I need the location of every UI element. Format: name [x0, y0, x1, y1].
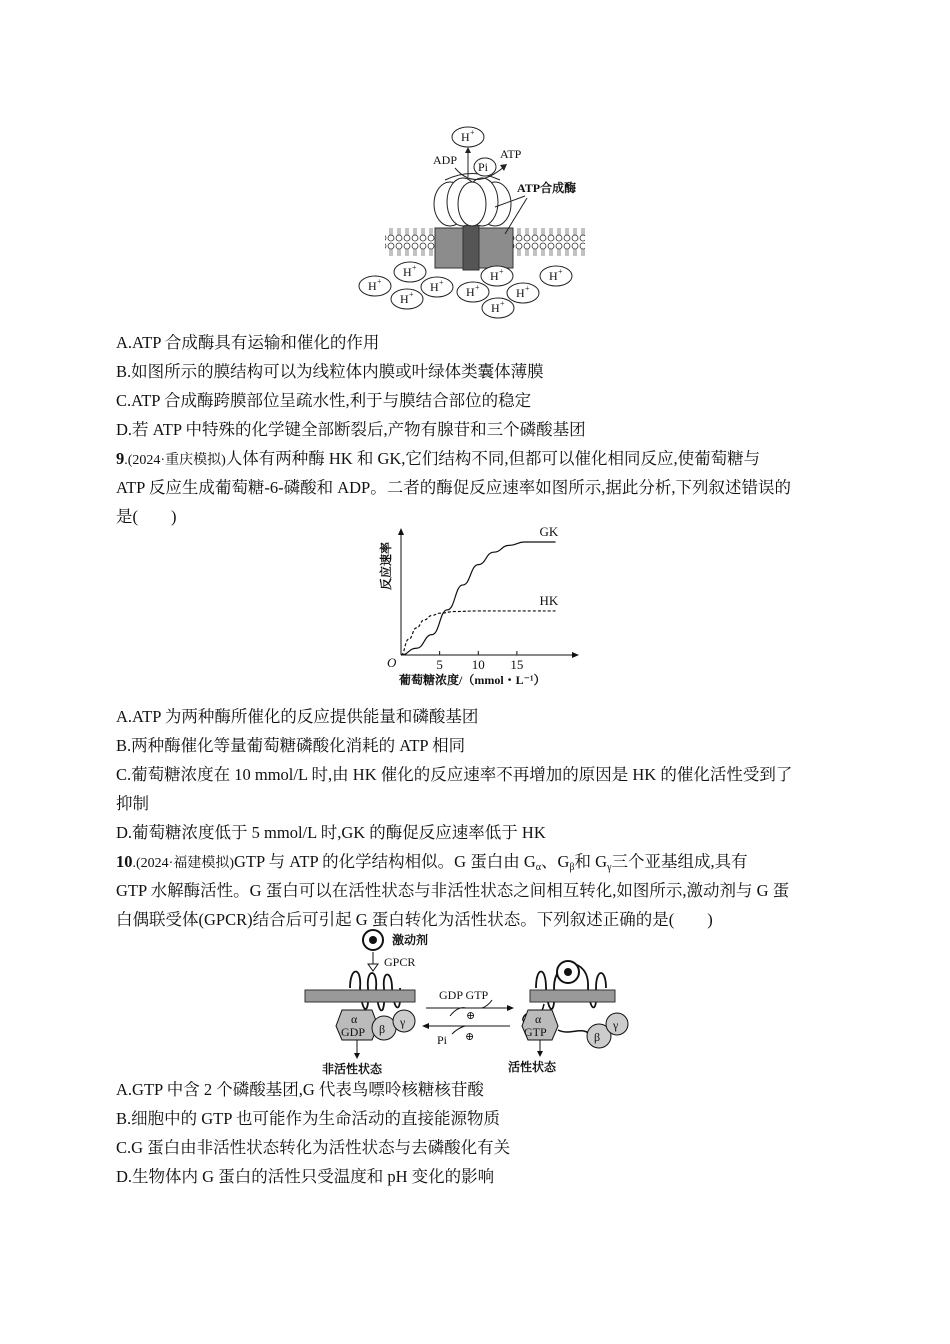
q10-stem-line2: GTP 水解酶活性。G 蛋白可以在活性状态与非活性状态之间相互转化,如图所示,激动剂与 G 蛋: [116, 881, 790, 900]
q10-option-c: C.G 蛋白由非活性状态转化为活性状态与去磷酸化有关: [116, 1138, 511, 1157]
svg-text:H: H: [466, 285, 475, 299]
svg-text:+: +: [558, 267, 563, 276]
atp-synthase-figure: [355, 122, 600, 322]
svg-text:H: H: [403, 265, 412, 279]
q9-option-b: B.两种酶催化等量葡萄糖磷酸化消耗的 ATP 相同: [116, 736, 466, 755]
q8-option-b: B.如图所示的膜结构可以为线粒体内膜或叶绿体类囊体薄膜: [116, 362, 544, 381]
svg-text:⊕: ⊕: [465, 1031, 475, 1043]
svg-text:Pi: Pi: [437, 1033, 448, 1047]
svg-text:β: β: [379, 1022, 386, 1036]
q10-option-d: D.生物体内 G 蛋白的活性只受温度和 pH 变化的影响: [116, 1167, 495, 1186]
svg-text:GDP: GDP: [341, 1025, 366, 1039]
g-protein-figure: [300, 926, 645, 1078]
q8-option-c: C.ATP 合成酶跨膜部位呈疏水性,利于与膜结合部位的稳定: [116, 391, 532, 410]
q10-source: .(2024·福建模拟): [132, 856, 234, 871]
series-label-gk: GK: [539, 524, 559, 539]
svg-text:H: H: [461, 130, 470, 144]
svg-text:+: +: [412, 263, 417, 272]
series-line-gk: [401, 542, 556, 655]
svg-text:GDP GTP: GDP GTP: [439, 988, 489, 1002]
q9-stem-line2: ATP 反应生成葡萄糖-6-磷酸和 ADP。二者的酶促反应速率如图所示,据此分析,下列叙述错误的: [116, 478, 791, 497]
svg-text:α: α: [535, 1012, 542, 1026]
atp-label: ATP: [500, 147, 522, 161]
svg-text:GTP: GTP: [524, 1025, 547, 1039]
conversion-arrows: [422, 988, 514, 1047]
inactive-state: [305, 930, 428, 1076]
svg-text:H: H: [490, 269, 499, 283]
q9-number: 9: [116, 449, 125, 468]
svg-text:⊕: ⊕: [466, 1010, 476, 1022]
q10-option-b: B.细胞中的 GTP 也可能作为生命活动的直接能源物质: [116, 1109, 500, 1128]
svg-text:H: H: [549, 269, 558, 283]
active-state: [508, 961, 628, 1074]
svg-text:+: +: [500, 299, 505, 308]
chart-xlabel: 葡萄糖浓度/（mmol・L⁻¹）: [399, 673, 546, 687]
h-ion-top: [452, 127, 484, 147]
svg-text:H: H: [400, 292, 409, 306]
svg-text:+: +: [470, 128, 475, 137]
enzyme-rate-chart: [375, 524, 585, 690]
x-tick-label: 15: [510, 657, 524, 672]
q10-stem-line3: 白偶联受体(GPCR)结合后可引起 G 蛋白转化为活性状态。下列叙述正确的是( ): [116, 910, 713, 929]
svg-text:H: H: [430, 280, 439, 294]
q9-stem-line1: 9.(2024·重庆模拟)人体有两种酶 HK 和 GK,它们结构不同,但都可以催化相同反应,使葡萄糖与: [116, 449, 761, 468]
pi-label: Pi: [478, 160, 489, 174]
active-label: 活性状态: [508, 1060, 557, 1074]
chart-origin: O: [387, 655, 397, 670]
svg-text:α: α: [351, 1012, 358, 1026]
synthase-head: [434, 174, 511, 227]
q10-number: 10: [116, 852, 133, 871]
q9-stem-line3: 是( ): [116, 507, 177, 526]
svg-text:+: +: [409, 290, 414, 299]
svg-text:+: +: [377, 277, 382, 286]
svg-text:H: H: [491, 301, 500, 315]
q9-source: .(2024·重庆模拟): [124, 453, 226, 468]
agonist-label: 激动剂: [392, 933, 429, 947]
x-tick-label: 10: [471, 657, 485, 672]
q8-option-a: A.ATP 合成酶具有运输和催化的作用: [116, 333, 380, 352]
synthase-label: ATP合成酶: [517, 181, 577, 195]
q10-stem-line1: 10.(2024·福建模拟)GTP 与 ATP 的化学结构相似。G 蛋白由 $G_\alpha$、$G_\beta$和 $G_\gamma$三个亚基组成,具有: [116, 852, 748, 873]
svg-text:H: H: [516, 286, 525, 300]
svg-text:γ: γ: [400, 1015, 406, 1029]
gpcr-label: GPCR: [384, 955, 416, 969]
svg-text:γ: γ: [613, 1018, 619, 1032]
svg-text:+: +: [439, 278, 444, 287]
svg-text:+: +: [525, 284, 530, 293]
q9-option-c-line1: C.葡萄糖浓度在 10 mmol/L 时,由 HK 催化的反应速率不再增加的原因是 HK 的催化活性受到了: [116, 765, 793, 784]
svg-text:H: H: [368, 279, 377, 293]
inactive-label: 非活性状态: [322, 1062, 383, 1076]
q9-option-c-line2: 抑制: [116, 794, 149, 813]
series-line-hk: [401, 611, 556, 655]
q8-option-d: D.若 ATP 中特殊的化学键全部断裂后,产物有腺苷和三个磷酸基团: [116, 420, 586, 439]
x-tick-label: 5: [436, 657, 443, 672]
q9-option-a: A.ATP 为两种酶所催化的反应提供能量和磷酸基团: [116, 707, 479, 726]
series-label-hk: HK: [539, 592, 559, 608]
q9-option-d: D.葡萄糖浓度低于 5 mmol/L 时,GK 的酶促反应速率低于 HK: [116, 823, 546, 842]
chart-ylabel: 反应速率: [379, 541, 393, 590]
svg-text:β: β: [594, 1030, 601, 1044]
svg-text:+: +: [499, 267, 504, 276]
q10-option-a: A.GTP 中含 2 个磷酸基团,G 代表鸟嘌呤核糖核苷酸: [116, 1080, 484, 1099]
adp-label: ADP: [433, 153, 458, 167]
svg-text:+: +: [475, 283, 480, 292]
